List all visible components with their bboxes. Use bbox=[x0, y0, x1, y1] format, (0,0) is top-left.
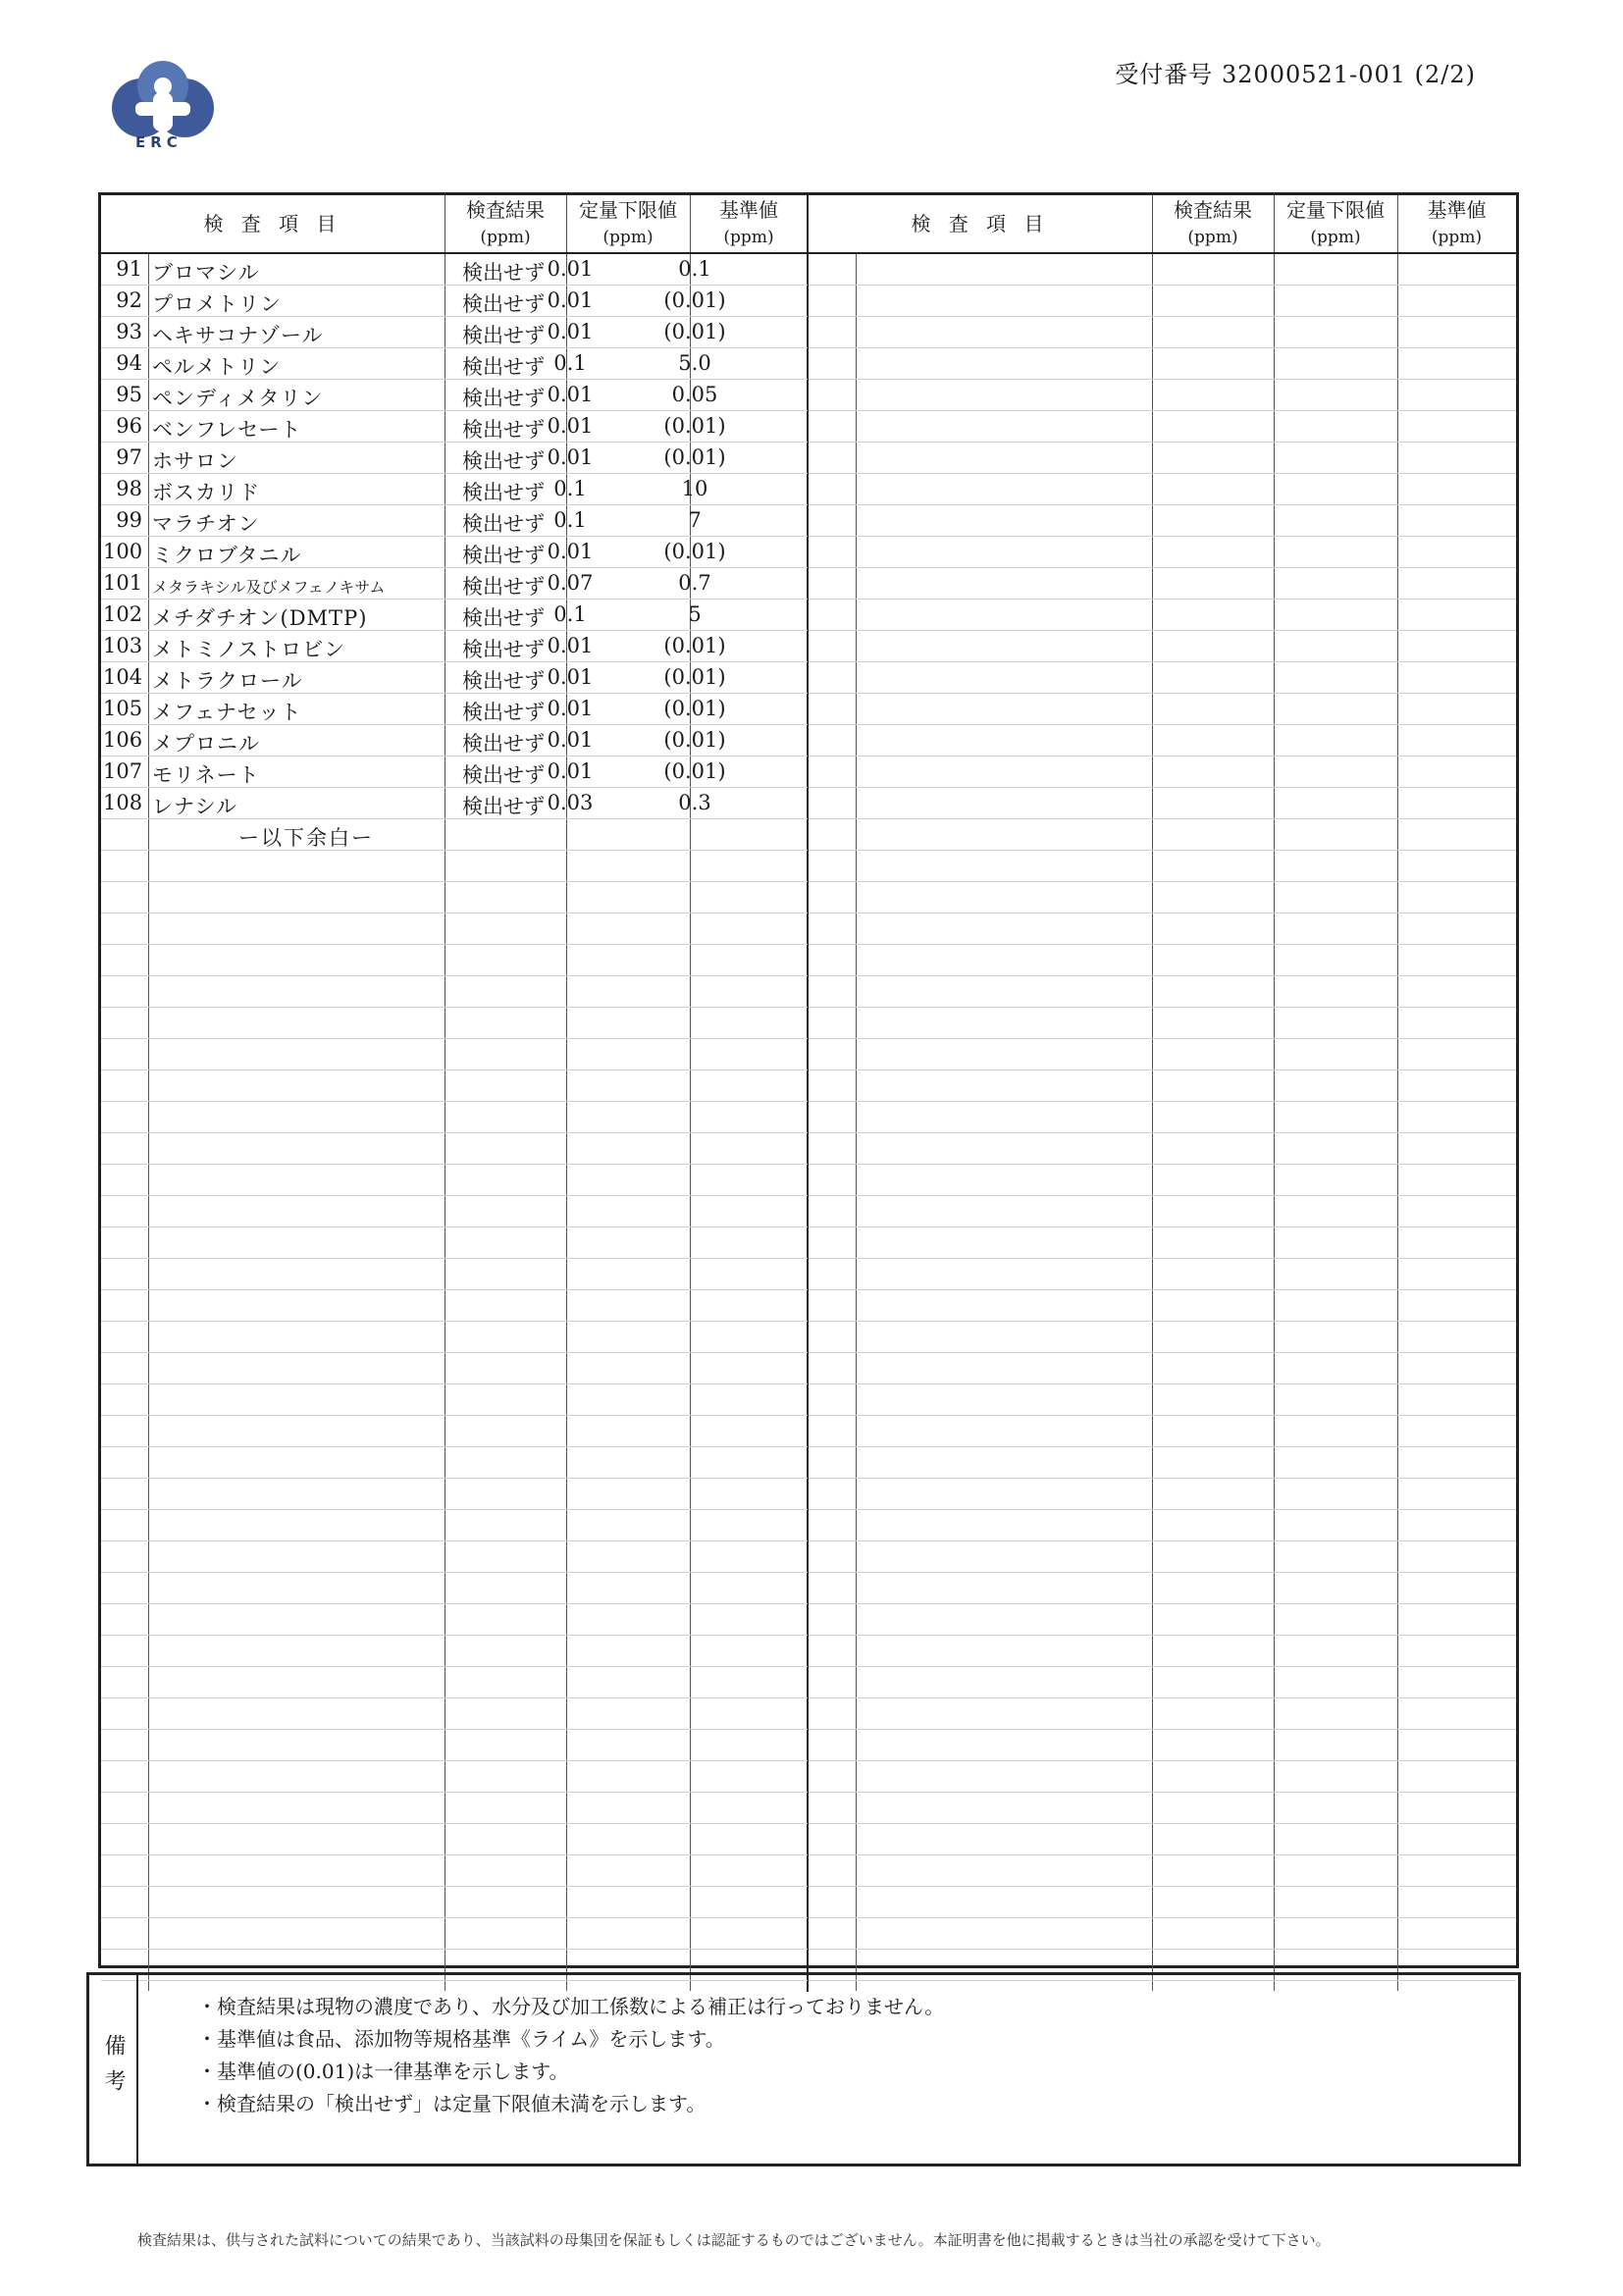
empty-row bbox=[809, 725, 1516, 757]
item-name: ペルメトリン bbox=[152, 355, 282, 379]
limit-value: 0.01 bbox=[547, 383, 594, 406]
limit-value: 0.07 bbox=[547, 571, 594, 595]
standard-value: (0.01) bbox=[663, 697, 726, 720]
table-row bbox=[101, 600, 808, 631]
header-item: 検 査 項 目 bbox=[101, 195, 445, 254]
empty-row bbox=[101, 1259, 808, 1290]
empty-row bbox=[809, 913, 1516, 945]
standard-value: 7 bbox=[688, 508, 702, 532]
standard-value: (0.01) bbox=[663, 759, 726, 783]
row-number: 95 bbox=[116, 383, 142, 406]
header-standard-unit: (ppm) bbox=[1431, 228, 1483, 247]
standard-value: 0.1 bbox=[678, 257, 711, 281]
empty-row bbox=[101, 1887, 808, 1918]
empty-row bbox=[809, 1070, 1516, 1102]
result-value: 検出せず bbox=[462, 795, 545, 818]
table-row bbox=[101, 725, 808, 757]
header-limit-label: 定量下限値 bbox=[1286, 198, 1385, 222]
row-number: 93 bbox=[116, 320, 142, 343]
result-value: 検出せず bbox=[462, 544, 545, 567]
empty-row bbox=[809, 1416, 1516, 1447]
empty-row bbox=[101, 1070, 808, 1102]
empty-row bbox=[101, 1604, 808, 1636]
empty-row bbox=[809, 882, 1516, 913]
header-standard-label: 基準値 bbox=[719, 198, 778, 222]
standard-value: (0.01) bbox=[663, 288, 726, 312]
result-value: 検出せず bbox=[462, 732, 545, 756]
result-value: 検出せず bbox=[462, 261, 545, 285]
row-number: 101 bbox=[103, 571, 143, 595]
result-value: 検出せず bbox=[462, 481, 545, 504]
empty-row bbox=[101, 1573, 808, 1604]
result-value: 検出せず bbox=[462, 669, 545, 693]
item-name: ブロマシル bbox=[152, 261, 260, 285]
empty-row bbox=[809, 537, 1516, 568]
header-standard bbox=[690, 195, 808, 254]
row-number: 107 bbox=[103, 759, 143, 783]
result-value: 検出せず bbox=[462, 324, 545, 347]
item-name: メタラキシル及びメフェノキサム bbox=[152, 578, 386, 597]
empty-row bbox=[101, 1824, 808, 1855]
footer-disclaimer: 検査結果は、供与された試料についての結果であり、当該試料の母集団を保証もしくは認証するものではございません。本証明書を他に掲載するときは当社の承認を受けて下さい。 bbox=[137, 2231, 1331, 2249]
row-number: 96 bbox=[116, 414, 142, 438]
item-name: ミクロブタニル bbox=[152, 544, 302, 567]
header-result bbox=[1152, 195, 1274, 254]
standard-value: 0.7 bbox=[678, 571, 711, 595]
limit-value: 0.1 bbox=[553, 508, 587, 532]
table-row bbox=[101, 411, 808, 443]
receipt-number: 受付番号 32000521-001 (2/2) bbox=[1115, 61, 1476, 88]
empty-row bbox=[809, 1384, 1516, 1416]
item-name: ホサロン bbox=[152, 449, 238, 473]
result-value: 検出せず bbox=[462, 606, 545, 630]
empty-row bbox=[809, 1824, 1516, 1855]
standard-value: 10 bbox=[681, 477, 708, 500]
limit-value: 0.03 bbox=[547, 791, 594, 814]
empty-row bbox=[809, 1133, 1516, 1165]
result-value: 検出せず bbox=[462, 387, 545, 410]
header-result-label: 検査結果 bbox=[466, 198, 545, 222]
item-name: ヘキサコナゾール bbox=[152, 324, 324, 347]
remark-line: ・検査結果は現物の濃度であり、水分及び加工係数による補正は行っておりません。 bbox=[197, 1995, 945, 2018]
header-limit-label: 定量下限値 bbox=[579, 198, 677, 222]
standard-value: (0.01) bbox=[663, 540, 726, 563]
empty-row bbox=[809, 694, 1516, 725]
empty-row bbox=[101, 1667, 808, 1698]
item-name: マラチオン bbox=[152, 512, 260, 536]
empty-row bbox=[809, 1573, 1516, 1604]
empty-row bbox=[101, 1855, 808, 1887]
row-number: 103 bbox=[103, 634, 143, 657]
empty-row bbox=[809, 1447, 1516, 1479]
left-panel bbox=[101, 195, 808, 1991]
empty-row bbox=[809, 505, 1516, 537]
empty-row bbox=[809, 317, 1516, 348]
limit-value: 0.01 bbox=[547, 414, 594, 438]
remark-line: ・検査結果の「検出せず」は定量下限値未満を示します。 bbox=[197, 2092, 707, 2115]
result-value: 検出せず bbox=[462, 575, 545, 599]
limit-value: 0.01 bbox=[547, 697, 594, 720]
limit-value: 0.01 bbox=[547, 759, 594, 783]
empty-row bbox=[101, 1353, 808, 1384]
standard-value: 0.05 bbox=[671, 383, 718, 406]
empty-row bbox=[101, 851, 808, 882]
empty-row bbox=[809, 1887, 1516, 1918]
empty-row bbox=[809, 286, 1516, 317]
empty-row bbox=[809, 1039, 1516, 1070]
table-row bbox=[101, 286, 808, 317]
result-value: 検出せず bbox=[462, 418, 545, 442]
empty-row bbox=[101, 976, 808, 1008]
empty-row bbox=[101, 1447, 808, 1479]
result-value: 検出せず bbox=[462, 701, 545, 724]
empty-row bbox=[809, 851, 1516, 882]
end-marker-row bbox=[101, 819, 808, 851]
item-name: メトミノストロビン bbox=[152, 638, 346, 661]
header-item: 検 査 項 目 bbox=[809, 195, 1152, 254]
logo-text: ERC bbox=[135, 133, 183, 151]
table-row bbox=[101, 662, 808, 694]
limit-value: 0.01 bbox=[547, 665, 594, 689]
empty-row bbox=[809, 1604, 1516, 1636]
header-limit bbox=[566, 195, 690, 254]
header-result bbox=[445, 195, 566, 254]
empty-row bbox=[809, 819, 1516, 851]
empty-row bbox=[809, 411, 1516, 443]
empty-row bbox=[809, 662, 1516, 694]
item-name: ベンフレセート bbox=[152, 418, 302, 442]
empty-row bbox=[101, 1133, 808, 1165]
limit-value: 0.01 bbox=[547, 634, 594, 657]
item-name: レナシル bbox=[152, 795, 238, 818]
row-number: 97 bbox=[116, 445, 142, 469]
table-row bbox=[101, 568, 808, 600]
table-row bbox=[101, 443, 808, 474]
empty-row bbox=[101, 1479, 808, 1510]
limit-value: 0.1 bbox=[553, 477, 587, 500]
standard-value: (0.01) bbox=[663, 634, 726, 657]
empty-row bbox=[809, 1793, 1516, 1824]
empty-row bbox=[101, 1698, 808, 1730]
empty-row bbox=[809, 976, 1516, 1008]
standard-value: (0.01) bbox=[663, 728, 726, 752]
limit-value: 0.01 bbox=[547, 728, 594, 752]
item-name: モリネート bbox=[152, 763, 260, 787]
header-standard bbox=[1397, 195, 1516, 254]
empty-row bbox=[809, 1510, 1516, 1541]
empty-row bbox=[101, 1510, 808, 1541]
standard-value: (0.01) bbox=[663, 445, 726, 469]
header-limit-unit: (ppm) bbox=[602, 228, 654, 247]
header-limit bbox=[1274, 195, 1397, 254]
empty-row bbox=[101, 1541, 808, 1573]
empty-row bbox=[809, 1322, 1516, 1353]
empty-row bbox=[809, 757, 1516, 788]
remarks-box bbox=[86, 1972, 1521, 2166]
empty-row bbox=[809, 380, 1516, 411]
standard-value: 0.3 bbox=[678, 791, 711, 814]
empty-row bbox=[101, 1730, 808, 1761]
table-row bbox=[101, 694, 808, 725]
empty-row bbox=[809, 1353, 1516, 1384]
table-row bbox=[101, 505, 808, 537]
limit-value: 0.01 bbox=[547, 320, 594, 343]
remark-line: ・基準値の(0.01)は一律基準を示します。 bbox=[197, 2060, 569, 2083]
end-marker: ー以下余白ー bbox=[238, 826, 374, 850]
empty-row bbox=[809, 1698, 1516, 1730]
empty-row bbox=[101, 913, 808, 945]
item-name: メチダチオン(DMTP) bbox=[152, 606, 368, 630]
item-name: ペンディメタリン bbox=[152, 387, 324, 410]
item-name: プロメトリン bbox=[152, 292, 282, 316]
empty-row bbox=[809, 1008, 1516, 1039]
row-number: 106 bbox=[103, 728, 143, 752]
item-name: メプロニル bbox=[152, 732, 260, 756]
row-number: 98 bbox=[116, 477, 142, 500]
standard-value: (0.01) bbox=[663, 320, 726, 343]
header-standard-unit: (ppm) bbox=[723, 228, 774, 247]
empty-row bbox=[101, 1322, 808, 1353]
result-value: 検出せず bbox=[462, 638, 545, 661]
row-number: 104 bbox=[103, 665, 143, 689]
empty-row bbox=[809, 443, 1516, 474]
limit-value: 0.1 bbox=[553, 351, 587, 375]
header-result-label: 検査結果 bbox=[1174, 198, 1252, 222]
table-row bbox=[101, 317, 808, 348]
empty-row bbox=[809, 474, 1516, 505]
empty-row bbox=[809, 1227, 1516, 1259]
row-number: 105 bbox=[103, 697, 143, 720]
empty-row bbox=[101, 1918, 808, 1950]
result-value: 検出せず bbox=[462, 449, 545, 473]
empty-row bbox=[809, 1290, 1516, 1322]
empty-row bbox=[101, 882, 808, 913]
results-sheet bbox=[98, 192, 1519, 1968]
table-row bbox=[101, 537, 808, 568]
row-number: 91 bbox=[116, 257, 142, 281]
empty-row bbox=[101, 1384, 808, 1416]
empty-row bbox=[809, 1918, 1516, 1950]
item-name: ボスカリド bbox=[152, 481, 260, 504]
table-row bbox=[101, 380, 808, 411]
empty-row bbox=[809, 600, 1516, 631]
remarks-lines bbox=[197, 1991, 944, 2120]
empty-row bbox=[809, 348, 1516, 380]
empty-row bbox=[101, 1196, 808, 1227]
empty-row bbox=[809, 1102, 1516, 1133]
limit-value: 0.01 bbox=[547, 540, 594, 563]
empty-row bbox=[809, 788, 1516, 819]
empty-row bbox=[809, 1479, 1516, 1510]
empty-row bbox=[101, 1102, 808, 1133]
item-name: メトラクロール bbox=[152, 669, 303, 693]
empty-row bbox=[809, 1761, 1516, 1793]
row-number: 100 bbox=[103, 540, 143, 563]
empty-row bbox=[101, 1761, 808, 1793]
empty-row bbox=[809, 1636, 1516, 1667]
empty-row bbox=[809, 1165, 1516, 1196]
limit-value: 0.1 bbox=[553, 602, 587, 626]
remarks-label: 備考 bbox=[89, 1975, 138, 2164]
empty-row bbox=[101, 1636, 808, 1667]
table-row bbox=[101, 788, 808, 819]
row-number: 94 bbox=[116, 351, 142, 375]
standard-value: 5 bbox=[688, 602, 702, 626]
item-name: メフェナセット bbox=[152, 701, 302, 724]
header-limit-unit: (ppm) bbox=[1310, 228, 1361, 247]
standard-value: (0.01) bbox=[663, 414, 726, 438]
empty-row bbox=[101, 1416, 808, 1447]
empty-row bbox=[809, 568, 1516, 600]
empty-row bbox=[101, 1008, 808, 1039]
table-row bbox=[101, 348, 808, 380]
right-panel bbox=[809, 195, 1516, 1991]
empty-row bbox=[809, 1730, 1516, 1761]
empty-row bbox=[101, 1165, 808, 1196]
row-number: 102 bbox=[103, 602, 143, 626]
row-number: 108 bbox=[103, 791, 143, 814]
empty-row bbox=[101, 1227, 808, 1259]
empty-row bbox=[101, 945, 808, 976]
result-value: 検出せず bbox=[462, 292, 545, 316]
standard-value: 5.0 bbox=[678, 351, 711, 375]
standard-value: (0.01) bbox=[663, 665, 726, 689]
limit-value: 0.01 bbox=[547, 257, 594, 281]
empty-row bbox=[101, 1290, 808, 1322]
empty-row bbox=[809, 1196, 1516, 1227]
table-row bbox=[101, 757, 808, 788]
empty-row bbox=[101, 1039, 808, 1070]
table-row bbox=[101, 474, 808, 505]
empty-row bbox=[809, 1541, 1516, 1573]
header-result-unit: (ppm) bbox=[1187, 228, 1238, 247]
result-value: 検出せず bbox=[462, 355, 545, 379]
empty-row bbox=[809, 945, 1516, 976]
empty-row bbox=[809, 254, 1516, 286]
row-number: 99 bbox=[116, 508, 142, 532]
empty-row bbox=[809, 1855, 1516, 1887]
empty-row bbox=[809, 1667, 1516, 1698]
limit-value: 0.01 bbox=[547, 445, 594, 469]
limit-value: 0.01 bbox=[547, 288, 594, 312]
row-number: 92 bbox=[116, 288, 142, 312]
header-standard-label: 基準値 bbox=[1427, 198, 1487, 222]
result-value: 検出せず bbox=[462, 763, 545, 787]
table-row bbox=[101, 254, 808, 286]
empty-row bbox=[809, 631, 1516, 662]
remark-line: ・基準値は食品、添加物等規格基準《ライム》を示します。 bbox=[197, 2027, 725, 2051]
table-row bbox=[101, 631, 808, 662]
result-value: 検出せず bbox=[462, 512, 545, 536]
header-result-unit: (ppm) bbox=[480, 228, 531, 247]
empty-row bbox=[809, 1259, 1516, 1290]
empty-row bbox=[101, 1793, 808, 1824]
